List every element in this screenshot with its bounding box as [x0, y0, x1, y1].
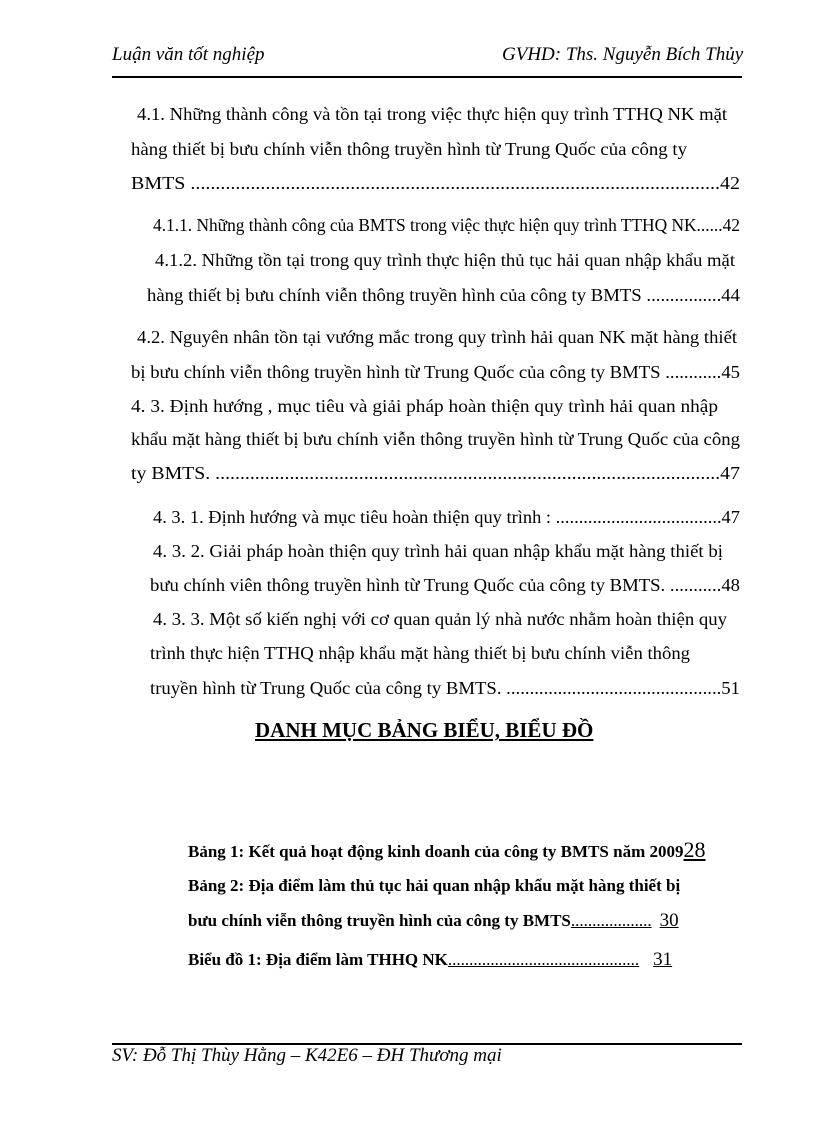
toc-line: hàng thiết bị bưu chính viễn thông truyền hình của công ty BMTS ................44	[147, 285, 741, 305]
list-of-tables-title: DANH MỤC BẢNG BIỂU, BIỂU ĐỒ	[255, 718, 594, 742]
figure-entry-bang1	[188, 837, 705, 863]
figure-entry-text: bưu chính viễn thông truyền hình của công ty BMTS	[188, 911, 571, 930]
figure-page-number: 31	[653, 949, 673, 970]
toc-line: 4. 3. 2. Giải pháp hoàn thiện quy trình hải quan nhập khẩu mặt hàng thiết bị	[153, 541, 723, 561]
toc-line: khẩu mặt hàng thiết bị bưu chính viễn thông truyền hình từ Trung Quốc của công	[131, 429, 740, 449]
figure-entry-bieudo1	[188, 949, 740, 971]
figure-entry-bang2-line1: Bảng 2: Địa điểm làm thủ tục hải quan nhập khẩu mặt hàng thiết bị	[188, 876, 681, 895]
footer-text: SV: Đỗ Thị Thùy Hằng – K42E6 – ĐH Thương mại	[112, 1045, 502, 1066]
header-rule	[112, 76, 742, 78]
toc-line: 4. 3. Định hướng , mục tiêu và giải pháp hoàn thiện quy trình hải quan nhập	[131, 396, 719, 416]
toc-line: bưu chính viên thông truyền hình từ Trung Quốc của công ty BMTS. ...........48	[150, 575, 741, 595]
toc-line: trình thực hiện TTHQ nhập khẩu mặt hàng thiết bị bưu chính viễn thông	[150, 643, 691, 663]
figure-page-number: 28	[683, 837, 706, 862]
header-right: GVHD: Ths. Nguyễn Bích Thủy	[502, 44, 744, 65]
toc-line: 4.1.1. Những thành công của BMTS trong việc thực hiện quy trình TTHQ NK......42	[153, 215, 741, 235]
toc-line: ty BMTS. ......................................................................................................47	[131, 463, 740, 483]
figure-entry-text: Bảng 1: Kết quả hoạt động kinh doanh của công ty BMTS năm 2009	[188, 842, 684, 861]
toc-line: BMTS ..........................................................................................................42	[131, 173, 740, 193]
figure-leader-dots: ...................	[570, 911, 652, 930]
toc-line: 4.1. Những thành công và tồn tại trong việc thực hiện quy trình TTHQ NK mặt	[137, 104, 728, 124]
figure-leader-dots: .............................................	[447, 950, 640, 969]
toc-line: truyền hình từ Trung Quốc của công ty BMTS. ..............................................51	[150, 678, 741, 698]
toc-line: 4. 3. 3. Một số kiến nghị với cơ quan quản lý nhà nước nhằm hoàn thiện quy	[153, 609, 728, 629]
figure-page-number: 30	[659, 910, 679, 931]
toc-line: 4. 3. 1. Định hướng và mục tiêu hoàn thiện quy trình : ....................................47	[153, 507, 740, 527]
figure-entry-text: Biểu đồ 1: Địa điểm làm THHQ NK	[188, 950, 448, 969]
figure-entry-bang2-line2	[188, 910, 740, 932]
toc-line: 4.1.2. Những tồn tại trong quy trình thực hiện thủ tục hải quan nhập khẩu mặt	[155, 250, 736, 270]
toc-line: 4.2. Nguyên nhân tồn tại vướng mắc trong quy trình hải quan NK mặt hàng thiết	[137, 327, 738, 347]
toc-line: hàng thiết bị bưu chính viễn thông truyền hình từ Trung Quốc của công ty	[131, 139, 687, 159]
header-left: Luận văn tốt nghiệp	[112, 44, 265, 65]
toc-line: bị bưu chính viễn thông truyền hình từ Trung Quốc của công ty BMTS ............45	[131, 362, 741, 382]
